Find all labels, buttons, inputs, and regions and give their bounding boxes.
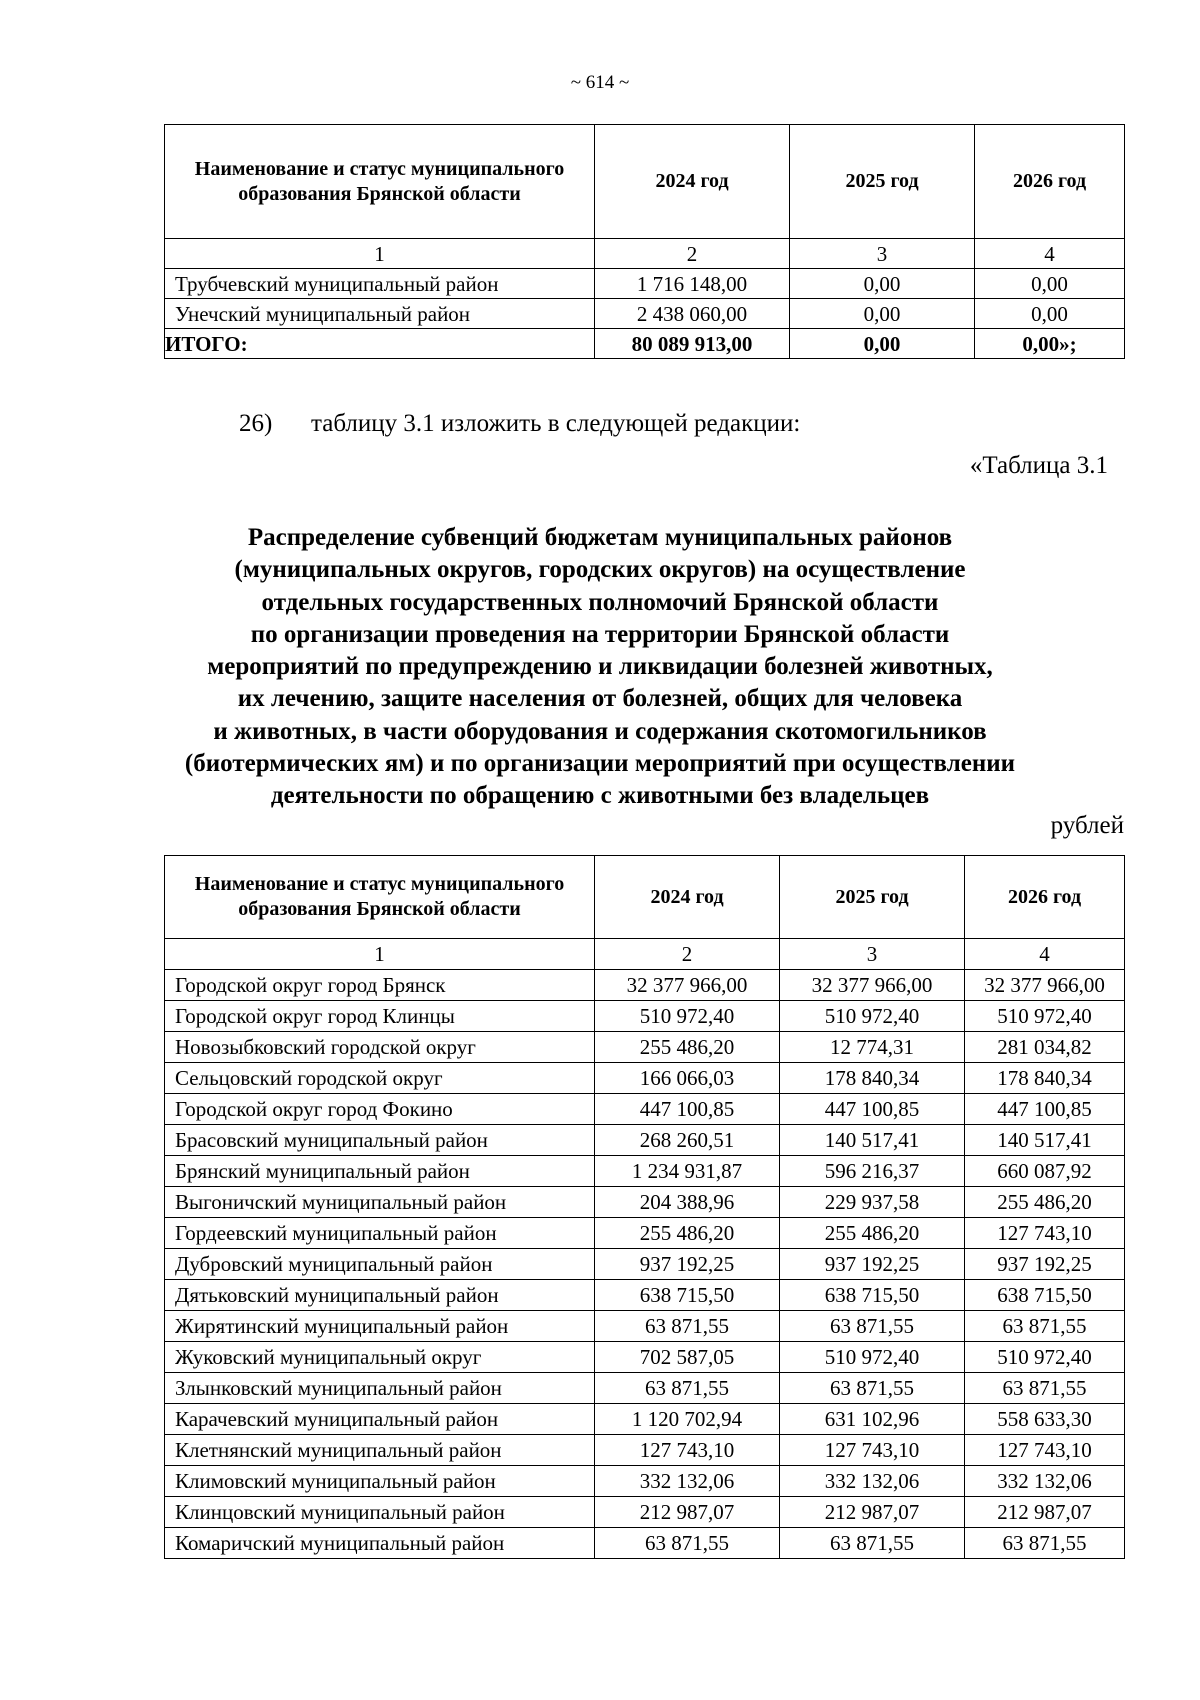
municipality-name: Дятьковский муниципальный район (165, 1280, 595, 1311)
table-row (165, 269, 1125, 299)
municipality-name: Сельцовский городской округ (165, 1063, 595, 1094)
table-continuation (164, 124, 1125, 359)
value-2026: 32 377 966,00 (965, 970, 1125, 1001)
table-row (165, 1063, 1125, 1094)
value-2024: 212 987,07 (595, 1497, 780, 1528)
value-2024: 63 871,55 (595, 1373, 780, 1404)
municipality-name: Трубчевский муниципальный район (165, 269, 595, 299)
municipality-name: Жуковский муниципальный округ (165, 1342, 595, 1373)
municipality-name: Новозыбковский городской округ (165, 1032, 595, 1063)
page-number: ~ 614 ~ (570, 72, 630, 93)
caption-line: деятельности по обращению с животными без владельцев (270, 782, 930, 810)
units-label: рублей (1050, 812, 1124, 839)
value-2025: 332 132,06 (780, 1466, 965, 1497)
value-2024: 204 388,96 (595, 1187, 780, 1218)
header-2024: 2024 год (595, 856, 780, 939)
value-2024: 268 260,51 (595, 1125, 780, 1156)
value-2025: 63 871,55 (780, 1373, 965, 1404)
header-name: Наименование и статус муниципального образования Брянской области (165, 856, 595, 939)
value-2024: 332 132,06 (595, 1466, 780, 1497)
amendment-item (239, 410, 800, 438)
municipality-name: Брянский муниципальный район (165, 1156, 595, 1187)
table-header-row (165, 125, 1125, 239)
value-2026: 332 132,06 (965, 1466, 1125, 1497)
value-2024: 32 377 966,00 (595, 970, 780, 1001)
value-2025: 0,00 (790, 269, 975, 299)
value-2026: 140 517,41 (965, 1125, 1125, 1156)
value-2025: 631 102,96 (780, 1404, 965, 1435)
table-row (165, 1032, 1125, 1063)
value-2025: 140 517,41 (780, 1125, 965, 1156)
value-2026: 63 871,55 (965, 1528, 1125, 1559)
value-2026: 63 871,55 (965, 1311, 1125, 1342)
table-row (165, 1466, 1125, 1497)
value-2024: 510 972,40 (595, 1001, 780, 1032)
value-2025: 32 377 966,00 (780, 970, 965, 1001)
value-2024: 1 234 931,87 (595, 1156, 780, 1187)
value-2026: 558 633,30 (965, 1404, 1125, 1435)
value-2024: 255 486,20 (595, 1218, 780, 1249)
value-2024: 2 438 060,00 (595, 299, 790, 329)
table-row (165, 1435, 1125, 1466)
caption-line: отдельных государственных полномочий Брянской области (261, 588, 939, 616)
column-number-row (165, 939, 1125, 970)
value-2024: 447 100,85 (595, 1094, 780, 1125)
col-number: 1 (165, 939, 595, 970)
value-2025: 638 715,50 (780, 1280, 965, 1311)
municipality-name: Брасовский муниципальный район (165, 1125, 595, 1156)
value-2026: 447 100,85 (965, 1094, 1125, 1125)
value-2025: 255 486,20 (780, 1218, 965, 1249)
municipality-name: Злынковский муниципальный район (165, 1373, 595, 1404)
caption-line: (биотермических ям) и по организации мероприятий при осуществлении (184, 750, 1016, 778)
table-row (165, 1156, 1125, 1187)
municipality-name: Дубровский муниципальный район (165, 1249, 595, 1280)
total-label: ИТОГО: (165, 329, 595, 359)
value-2026: 127 743,10 (965, 1435, 1125, 1466)
municipality-name: Климовский муниципальный район (165, 1466, 595, 1497)
value-2025: 447 100,85 (780, 1094, 965, 1125)
table-row (165, 1404, 1125, 1435)
header-2026: 2026 год (975, 125, 1125, 239)
caption-line: (муниципальных округов, городских округов) на осуществление (234, 556, 966, 584)
value-2026: 510 972,40 (965, 1001, 1125, 1032)
value-2026: 127 743,10 (965, 1218, 1125, 1249)
municipality-name: Городской округ город Клинцы (165, 1001, 595, 1032)
table-caption (130, 522, 1070, 813)
subvention-table (164, 855, 1125, 1559)
header-2025: 2025 год (780, 856, 965, 939)
value-2024: 1 120 702,94 (595, 1404, 780, 1435)
municipality-name: Унечский муниципальный район (165, 299, 595, 329)
value-2024: 1 716 148,00 (595, 269, 790, 299)
col-number: 1 (165, 239, 595, 269)
value-2025: 937 192,25 (780, 1249, 965, 1280)
municipality-name: Городской округ город Фокино (165, 1094, 595, 1125)
table-row (165, 1001, 1125, 1032)
table-row (165, 299, 1125, 329)
col-number: 4 (965, 939, 1125, 970)
value-2025: 229 937,58 (780, 1187, 965, 1218)
value-2024: 63 871,55 (595, 1311, 780, 1342)
value-2024: 702 587,05 (595, 1342, 780, 1373)
caption-line: их лечению, защите населения от болезней, общих для человека (237, 685, 963, 713)
value-2026: 281 034,82 (965, 1032, 1125, 1063)
value-2024: 63 871,55 (595, 1528, 780, 1559)
caption-line: мероприятий по предупреждению и ликвидации болезней животных, (207, 653, 993, 681)
value-2025: 510 972,40 (780, 1001, 965, 1032)
header-2025: 2025 год (790, 125, 975, 239)
table-row (165, 1373, 1125, 1404)
value-2026: 0,00 (975, 299, 1125, 329)
table-label: «Таблица 3.1 (969, 452, 1108, 479)
caption-line: по организации проведения на территории Брянской области (250, 620, 950, 648)
table-row (165, 1528, 1125, 1559)
municipality-name: Клетнянский муниципальный район (165, 1435, 595, 1466)
value-2025: 0,00 (790, 299, 975, 329)
value-2024: 255 486,20 (595, 1032, 780, 1063)
value-2025: 178 840,34 (780, 1063, 965, 1094)
column-number-row (165, 239, 1125, 269)
table-row (165, 1497, 1125, 1528)
value-2026: 660 087,92 (965, 1156, 1125, 1187)
table-row (165, 1249, 1125, 1280)
item-text: таблицу 3.1 изложить в следующей редакции: (311, 410, 801, 437)
value-2026: 510 972,40 (965, 1342, 1125, 1373)
value-2026: 0,00 (975, 269, 1125, 299)
value-2026: 212 987,07 (965, 1497, 1125, 1528)
value-2024: 638 715,50 (595, 1280, 780, 1311)
col-number: 3 (790, 239, 975, 269)
table-header-row (165, 856, 1125, 939)
value-2025: 12 774,31 (780, 1032, 965, 1063)
municipality-name: Карачевский муниципальный район (165, 1404, 595, 1435)
col-number: 4 (975, 239, 1125, 269)
municipality-name: Городской округ город Брянск (165, 970, 595, 1001)
total-2024: 80 089 913,00 (595, 329, 790, 359)
value-2025: 63 871,55 (780, 1311, 965, 1342)
municipality-name: Гордеевский муниципальный район (165, 1218, 595, 1249)
col-number: 2 (595, 939, 780, 970)
municipality-name: Жирятинский муниципальный район (165, 1311, 595, 1342)
municipality-name: Выгоничский муниципальный район (165, 1187, 595, 1218)
table-row (165, 1342, 1125, 1373)
value-2026: 63 871,55 (965, 1373, 1125, 1404)
municipality-name: Клинцовский муниципальный район (165, 1497, 595, 1528)
value-2024: 937 192,25 (595, 1249, 780, 1280)
col-number: 2 (595, 239, 790, 269)
value-2025: 212 987,07 (780, 1497, 965, 1528)
caption-line: Распределение субвенций бюджетам муниципальных районов (247, 524, 953, 551)
value-2025: 127 743,10 (780, 1435, 965, 1466)
table-row (165, 1187, 1125, 1218)
value-2026: 255 486,20 (965, 1187, 1125, 1218)
value-2026: 937 192,25 (965, 1249, 1125, 1280)
item-number: 26) (239, 410, 273, 437)
table-row (165, 1094, 1125, 1125)
caption-line: и животных, в части оборудования и содержания скотомогильников (213, 717, 987, 745)
header-2026: 2026 год (965, 856, 1125, 939)
value-2025: 596 216,37 (780, 1156, 965, 1187)
municipality-name: Комаричский муниципальный район (165, 1528, 595, 1559)
table-row (165, 970, 1125, 1001)
value-2025: 510 972,40 (780, 1342, 965, 1373)
total-2026: 0,00»; (975, 329, 1125, 359)
value-2026: 178 840,34 (965, 1063, 1125, 1094)
table-row (165, 1280, 1125, 1311)
value-2024: 166 066,03 (595, 1063, 780, 1094)
col-number: 3 (780, 939, 965, 970)
total-row (165, 329, 1125, 359)
table-row (165, 1125, 1125, 1156)
table-row (165, 1218, 1125, 1249)
total-2025: 0,00 (790, 329, 975, 359)
table-row (165, 1311, 1125, 1342)
value-2026: 638 715,50 (965, 1280, 1125, 1311)
header-2024: 2024 год (595, 125, 790, 239)
value-2025: 63 871,55 (780, 1528, 965, 1559)
value-2024: 127 743,10 (595, 1435, 780, 1466)
header-name: Наименование и статус муниципального образования Брянской области (165, 125, 595, 239)
